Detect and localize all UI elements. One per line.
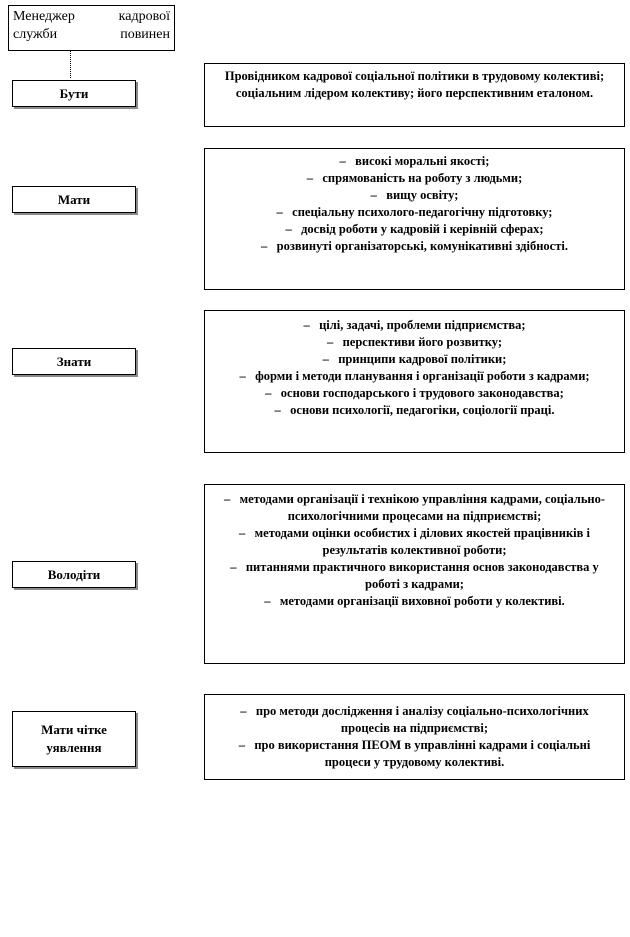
- dash-mark: –: [339, 154, 346, 168]
- connector-line: [70, 51, 71, 78]
- list-item: [215, 204, 614, 221]
- list-item-text: основи господарського і трудового законодавства;: [280, 386, 564, 400]
- list-item: [215, 351, 614, 368]
- list-item-text: спрямованість на роботу з людьми;: [322, 171, 523, 185]
- header-box: [8, 5, 175, 51]
- label-maty: [12, 186, 136, 213]
- dash-mark: –: [239, 369, 246, 383]
- dash-mark: –: [264, 594, 271, 608]
- label-text: Мати: [57, 191, 91, 207]
- label-volodity: [12, 561, 136, 588]
- list-item-text: питаннями практичного використання основ законодавства у роботі з кадрами;: [245, 560, 599, 591]
- content-list: [215, 153, 614, 255]
- content-znaty: [204, 310, 625, 453]
- dash-mark: –: [303, 318, 310, 332]
- dash-mark: –: [370, 188, 377, 202]
- header-text: Менеджер кадрової служби повинен: [13, 9, 170, 42]
- list-item: [215, 238, 614, 255]
- dash-mark: –: [265, 386, 272, 400]
- list-item-text: перспективи його розвитку;: [342, 335, 503, 349]
- list-item-text: спеціальну психолого-педагогічну підготовку;: [292, 205, 553, 219]
- list-item: [215, 368, 614, 385]
- dash-mark: –: [274, 403, 281, 417]
- label-buty: [12, 80, 136, 107]
- label-text: Мати чітке уявлення: [41, 722, 107, 755]
- content-list: [215, 703, 614, 771]
- content-buty: [204, 63, 625, 127]
- list-item: [215, 737, 614, 771]
- list-item-text: про методи дослідження і аналізу соціально-психологічних процесів на підприємстві;: [255, 704, 589, 735]
- dash-mark: –: [261, 239, 268, 253]
- list-item-text: методами оцінки особистих і ділових якостей працівників і результатів колективної роботи;: [254, 526, 590, 557]
- content-text: Провідником кадрової соціальної політики в трудовому колективі; соціальним лідером колективу; його перспективним еталоном.: [224, 69, 605, 100]
- list-item-text: про використання ПЕОМ в управлінні кадрами і соціальні процеси у трудовому колективі.: [254, 738, 591, 769]
- list-item: [215, 334, 614, 351]
- list-item: [215, 187, 614, 204]
- list-item-text: вищу освіту;: [386, 188, 459, 202]
- list-item-text: форми і методи планування і організації роботи з кадрами;: [255, 369, 590, 383]
- list-item: [215, 593, 614, 610]
- list-item-text: високі моральні якості;: [355, 154, 490, 168]
- dash-mark: –: [240, 704, 247, 718]
- dash-mark: –: [326, 335, 334, 349]
- content-volodity: [204, 484, 625, 664]
- dash-mark: –: [306, 171, 313, 185]
- list-item: [215, 525, 614, 559]
- list-item: [215, 317, 614, 334]
- label-text: Володіти: [47, 566, 101, 582]
- list-item: [215, 559, 614, 593]
- list-item: [215, 153, 614, 170]
- list-item-text: принципи кадрової політики;: [338, 352, 507, 366]
- dash-mark: –: [285, 222, 292, 236]
- dash-mark: –: [223, 492, 231, 506]
- dash-mark: –: [239, 526, 246, 540]
- list-item-text: досвід роботи у кадровій і керівній сферах;: [301, 222, 544, 236]
- list-item-text: цілі, задачі, проблеми підприємства;: [319, 318, 526, 332]
- content-maty-uyavlennya: [204, 694, 625, 780]
- list-item-text: методами організації і технікою управління кадрами, соціально-психологічними процесами на підприємстві;: [239, 492, 606, 523]
- list-item: [215, 385, 614, 402]
- list-item-text: основи психології, педагогіки, соціології праці.: [290, 403, 555, 417]
- list-item: [215, 170, 614, 187]
- dash-mark: –: [230, 560, 237, 574]
- dash-mark: –: [276, 205, 283, 219]
- content-list: [215, 317, 614, 419]
- list-item-text: методами організації виховної роботи у колективі.: [279, 594, 565, 608]
- content-list: [215, 491, 614, 610]
- label-znaty: [12, 348, 136, 375]
- content-maty: [204, 148, 625, 290]
- list-item-text: розвинуті організаторські, комунікативні здібності.: [276, 239, 568, 253]
- label-text: Бути: [59, 85, 89, 101]
- list-item: [215, 491, 614, 525]
- dash-mark: –: [238, 738, 245, 752]
- list-item: [215, 221, 614, 238]
- label-text: Знати: [56, 353, 92, 369]
- label-maty-uyavlennya: [12, 711, 136, 767]
- list-item: [215, 402, 614, 419]
- list-item: [215, 703, 614, 737]
- dash-mark: –: [322, 352, 329, 366]
